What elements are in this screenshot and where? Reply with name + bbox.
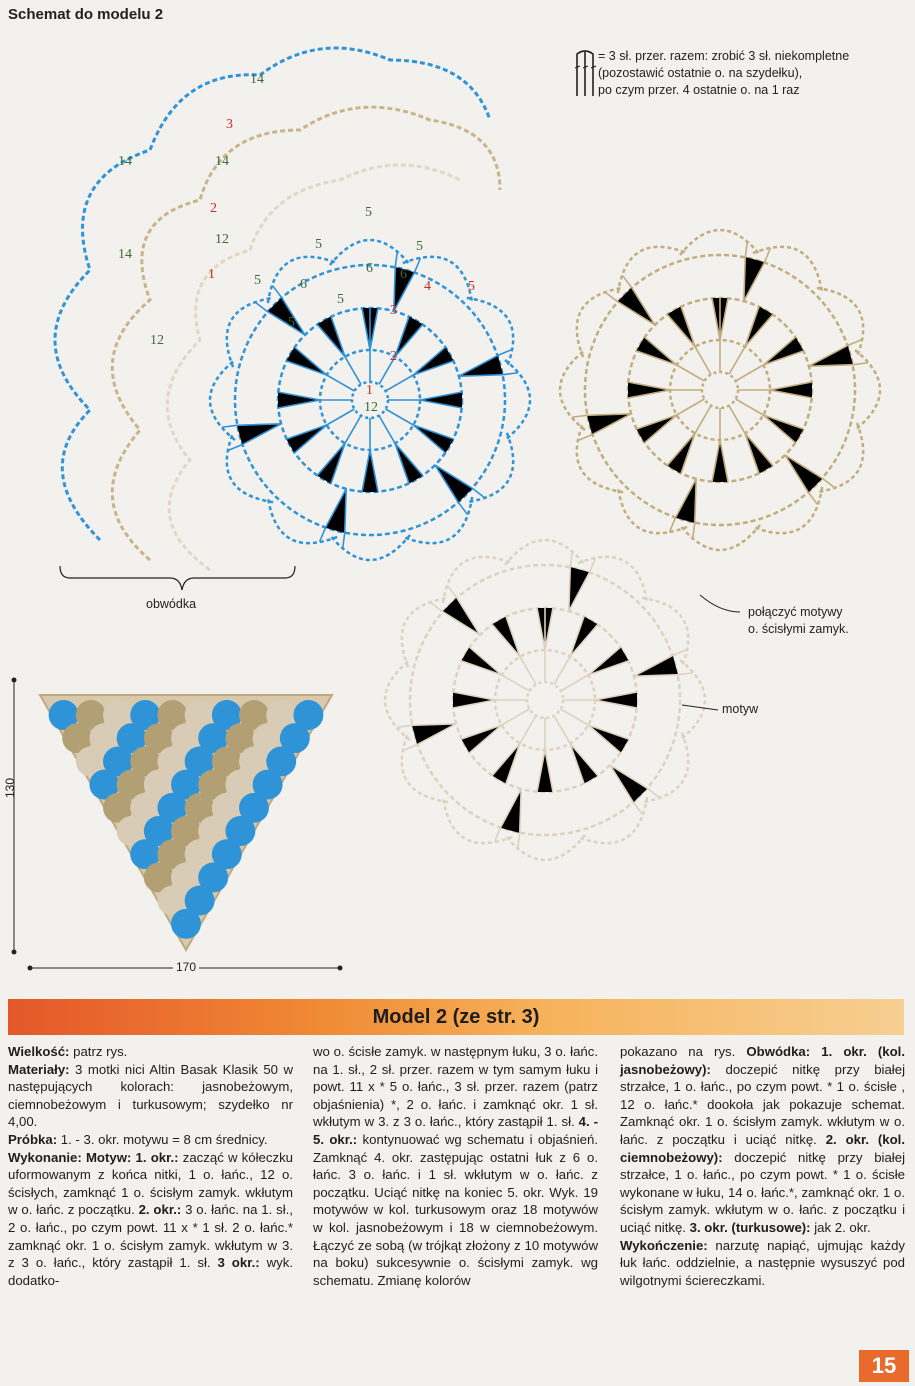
row-number-2: 2 <box>390 349 397 364</box>
text-okr-3: wyk. dodatko- <box>8 1255 293 1288</box>
label-6: 6 <box>300 277 307 292</box>
label-obwodka-okr-2: 2. okr. (kol. ciemnobeżowy): <box>620 1131 905 1165</box>
label-okr-4-5: 4. - 5. okr.: <box>313 1114 598 1147</box>
row-number-3: 3 <box>390 303 397 318</box>
text-col3-d: jak 2. okr. <box>810 1219 871 1235</box>
label-12: 12 <box>150 333 164 348</box>
label-okr-2: 2. okr.: <box>134 1202 182 1218</box>
model-heading: Model 2 (ze str. 3) <box>372 1005 540 1028</box>
text-wykonanie: zacząć w kółeczku uformowanym z końca nitki, 1 o. łańc., 12 o. ścisłych, zamknąć 1 o. ścisłym zamyk. wkłutym w o. łańc. z początku. <box>8 1149 293 1218</box>
label-12: 12 <box>364 400 378 415</box>
text-col3-a: pokazano na rys. <box>620 1044 736 1059</box>
text-column-1 <box>8 1043 293 1289</box>
label-materialy: Materiały: <box>8 1061 70 1077</box>
legend-line-3: po czym przer. 4 ostatnie o. na 1 raz <box>598 83 800 97</box>
label-14: 14 <box>215 154 229 169</box>
text-wielkosc: patrz rys. <box>69 1044 128 1059</box>
label-obwodka-okr-3: 3. okr. (turkusowe): <box>685 1219 811 1235</box>
label-5: 5 <box>288 315 295 330</box>
legend-line-1: = 3 sł. przer. razem: zrobić 3 sł. niekompletne <box>598 49 850 63</box>
text-col3-b: doczepić nitkę przy białej strzałce, 1 o. łańc., po czym powt. * 1 o. ścisłe , 12 o. łańc.* dookoła jak pokazuje schemat. Zamknąć okr. 1 o. ścisłym zamyk. wkłutym w o. łańc. z początku i uciąć nitkę. <box>620 1061 905 1147</box>
triangle-motif <box>171 909 201 939</box>
edge-row-1: 1 <box>208 267 215 282</box>
label-okr-3: 3 okr.: <box>210 1255 260 1271</box>
leader-polaczyc <box>700 595 740 612</box>
legend-line-2: (pozostawić ostatnie o. na szydełku), <box>598 66 803 80</box>
dimension-height: 130 <box>3 777 17 798</box>
text-col2-b: kontynuować wg schematu i objaśnień. Zamknąć 4. okr. zastępując ostatni łuk z 6 o. łańc. 3 o. łańc. i 1 sł. wkłutym w o. łańc. z początku. Uciąć nitkę na koniec 5. okr. Wyk. 19 motywów w kol. turkusowym oraz 18 motywów w kol. jasnobeżowym i 18 w ciemnobeżowym. Łączyć ze sobą (w trójkąt złożony z 10 motywów na boku) sukcesywnie o. ścisłymi zamyk. wg schematu. Zmianę kolorów <box>313 1131 598 1288</box>
motif-light-beige <box>385 540 705 860</box>
text-col2-a: wo o. ścisłe zamyk. w następnym łuku, 3 o. łańc. na 1. sł., 2 sł. przer. razem w tym samym łuku i powt. 11 x * 5 o. łańc., 3 sł. przer. razem (patrz objaśnienia) *, 2 o. łańc. i zamknąć okr. 1 sł. wkłutym w 3. z 3 o. łańc., który zastąpił 1. sł. <box>313 1044 598 1130</box>
label-5: 5 <box>416 239 423 254</box>
model-heading-bar <box>8 999 904 1035</box>
label-obwodka-okr-1: Obwódka: 1. okr. (kol. jasnobeżowy): <box>620 1044 906 1077</box>
shawl-triangle <box>40 695 332 950</box>
text-wykonczenie: narzutę napiąć, ujmując każdy łuk łańc. oddzielnie, a następnie wysuszyć pod wilgotnymi ściereczkami. <box>620 1237 905 1288</box>
text-column-2 <box>313 1043 598 1289</box>
label-wykonanie: Wykonanie: Motyw: 1. okr.: <box>8 1149 179 1165</box>
leader-motyw <box>682 705 718 710</box>
page-title: Schemat do modelu 2 <box>8 6 164 23</box>
label-wielkosc: Wielkość: <box>8 1044 70 1059</box>
page-number: 15 <box>859 1350 909 1382</box>
label-obwodka: obwódka <box>146 597 197 611</box>
edge-row-3: 3 <box>226 117 233 132</box>
row-number-1: 1 <box>366 383 373 398</box>
motif-dark-beige <box>560 230 880 550</box>
row-number-5: 5 <box>468 279 475 294</box>
row-number-4: 4 <box>424 279 431 294</box>
dimension-width: 170 <box>173 960 199 974</box>
label-14: 14 <box>250 72 264 87</box>
label-probka: Próbka: <box>8 1131 58 1147</box>
text-materialy: 3 motki nici Altin Basak Klasik 50 w następujących kolorach: jasnobeżowym, ciemnobeżowym i turkusowym; szydełko nr 4,00. <box>8 1061 293 1130</box>
label-motyw: motyw <box>722 702 759 716</box>
label-6: 6 <box>400 267 407 282</box>
label-5: 5 <box>337 292 344 307</box>
label-6: 6 <box>366 261 373 276</box>
obwodka-brace <box>60 566 295 590</box>
text-col3-c: doczepić nitkę przy białej strzałce, 1 o. łańc., po czym powt. * 1 o. ścisłe wykonane w łuku, 14 o. łańc.*, zamknąć okr. 1 o. ścisłym zamyk. wkłutym w o. łańc. z początku i uciąć nitkę. <box>620 1149 905 1235</box>
label-5: 5 <box>315 237 322 252</box>
label-12: 12 <box>215 232 229 247</box>
label-14: 14 <box>118 247 132 262</box>
text-probka: 1. - 3. okr. motywu = 8 cm średnicy. <box>57 1131 268 1147</box>
text-column-3 <box>620 1043 905 1289</box>
label-polaczyc-line-1: połączyć motywy <box>748 605 843 619</box>
label-5: 5 <box>254 273 261 288</box>
label-wykonczenie: Wykończenie: <box>620 1237 708 1253</box>
edge-row-2: 2 <box>210 201 217 216</box>
label-14: 14 <box>118 154 132 169</box>
text-okr-2: 3 o. łańc. na 1. sł., 2 o. łańc., po czym powt. 11 x * 1 sł. 2 o. łańc.* zamknąć okr. 1 o. ścisłym zamyk. wkłutym w 3. z 3 o. łańc., który zastąpił 1. sł. <box>8 1202 293 1271</box>
label-5: 5 <box>365 205 372 220</box>
label-polaczyc-line-2: o. ścisłymi zamyk. <box>748 622 849 636</box>
